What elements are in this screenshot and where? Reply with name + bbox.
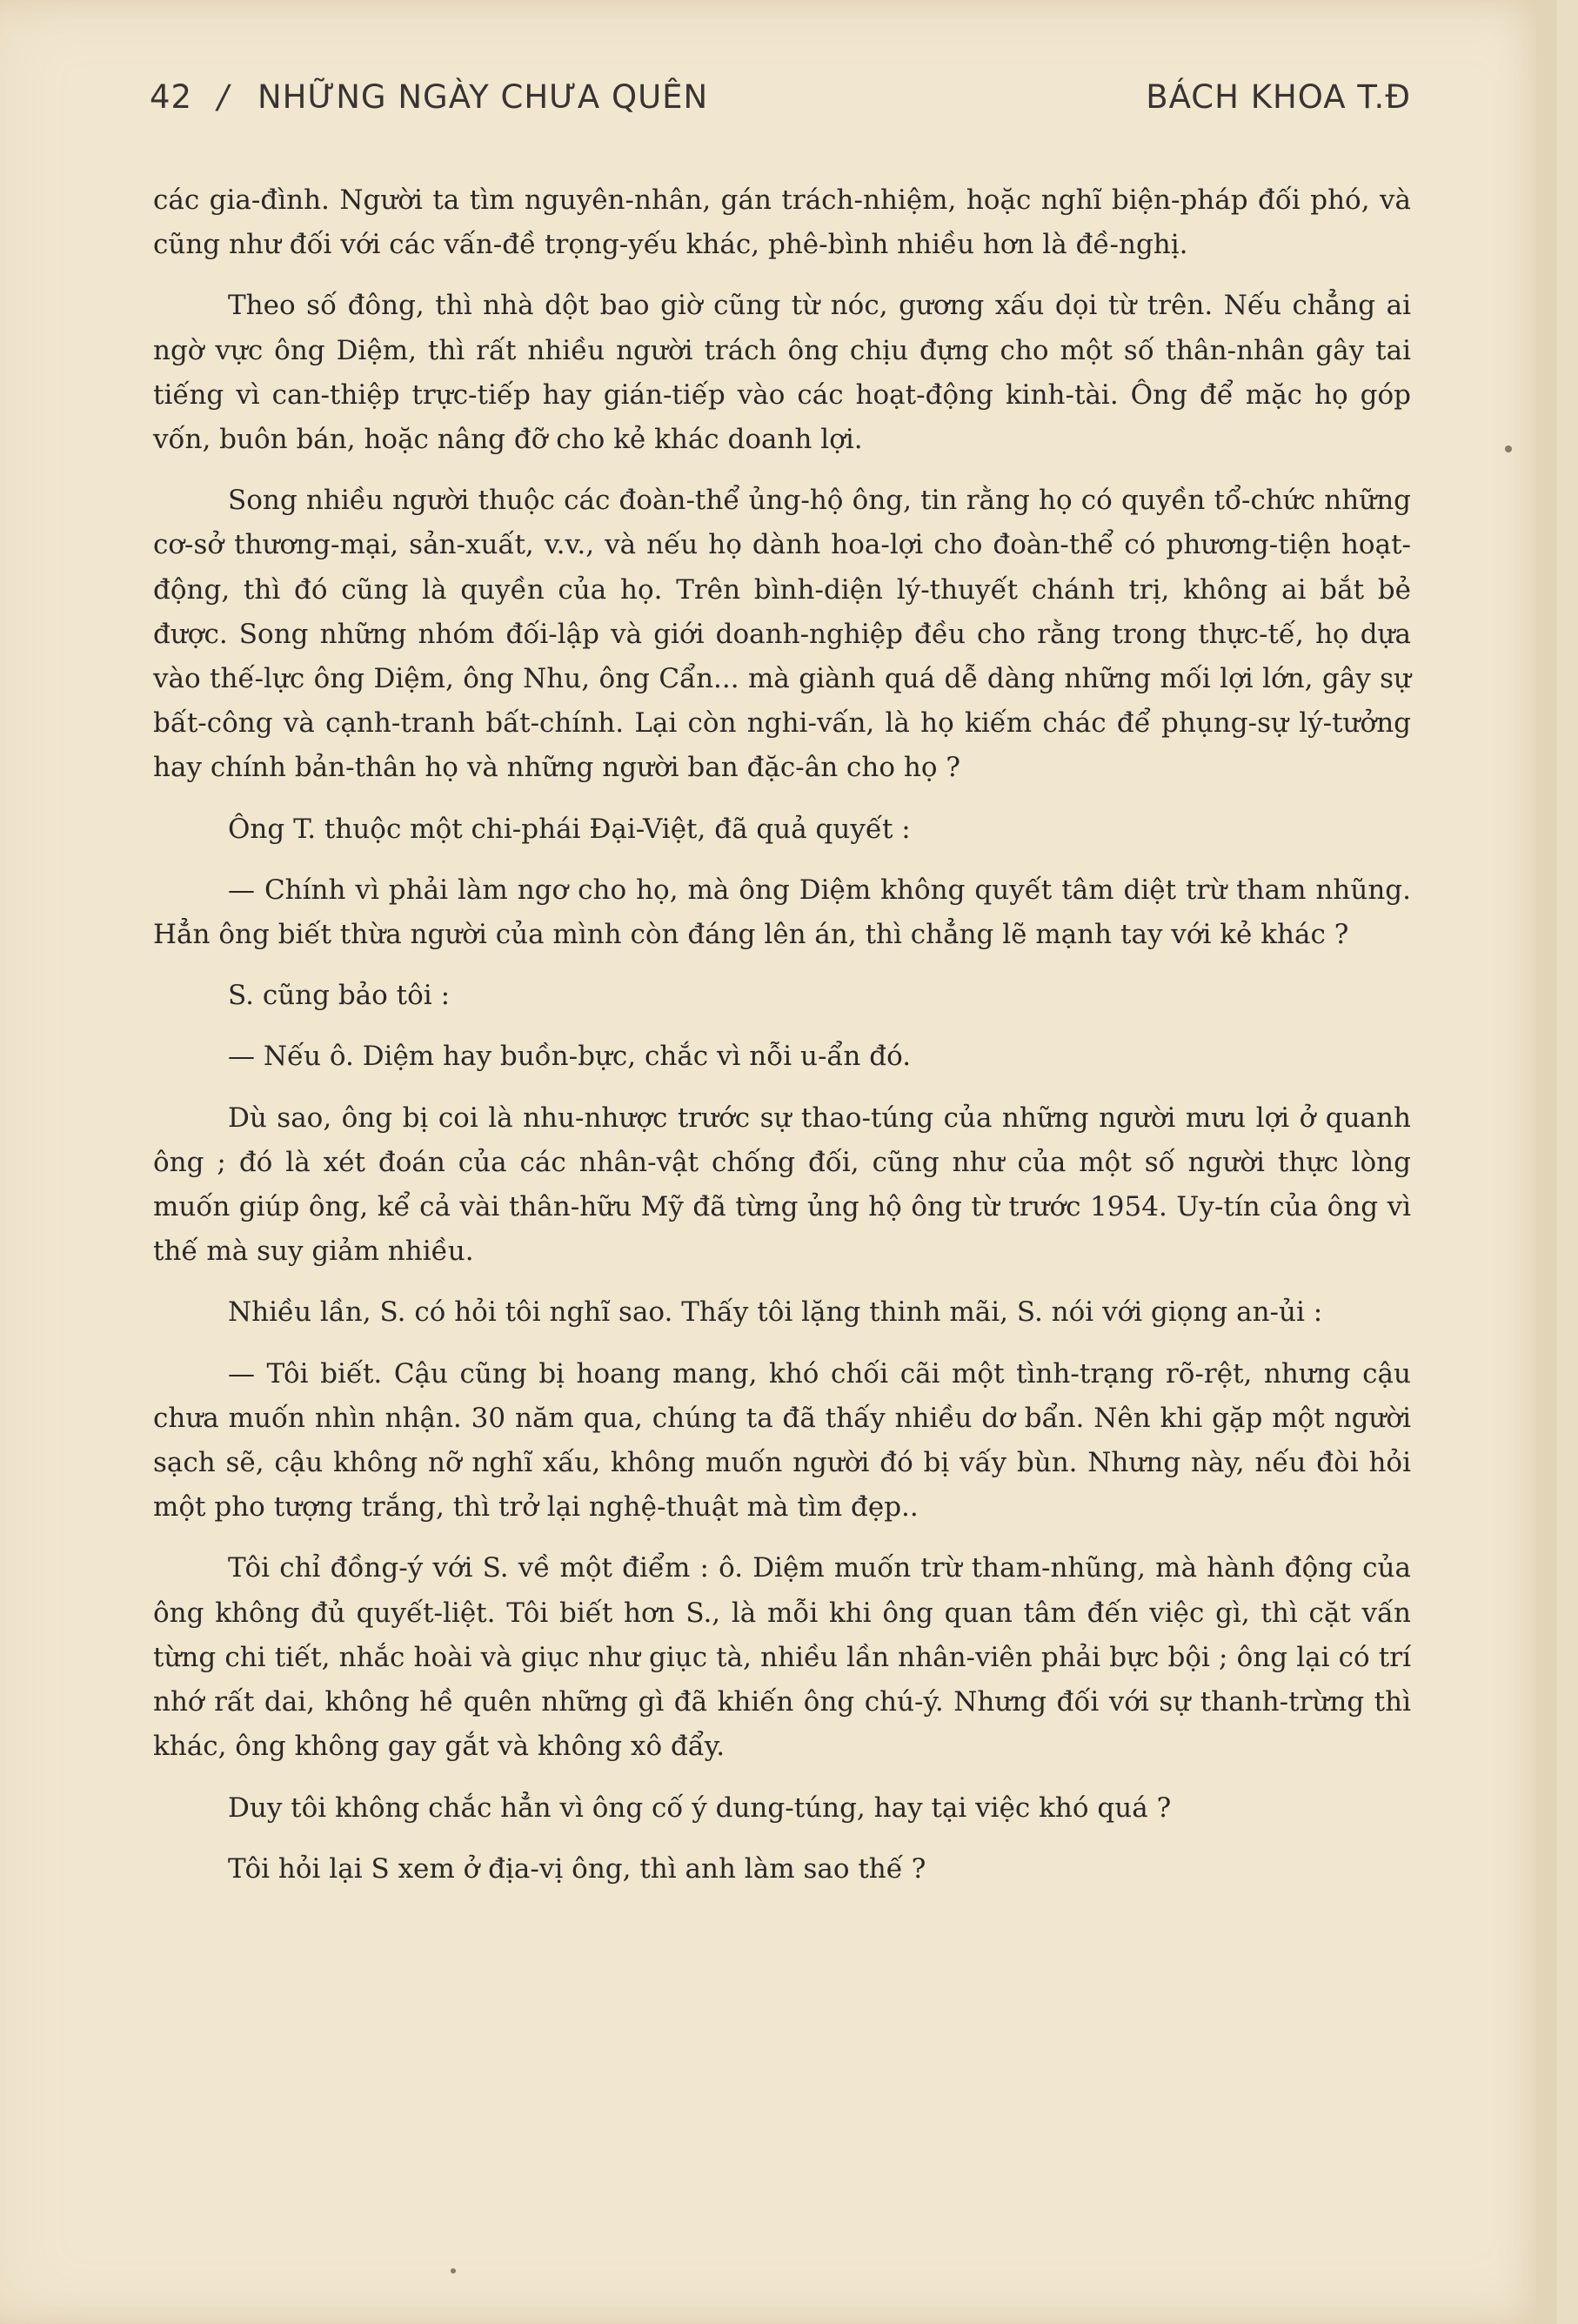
paragraph-2: Theo số đông, thì nhà dột bao giờ cũng từ nóc, gương xấu dọi từ trên. Nếu chẳng ai ngờ vực ông Diệm, thì rất nhiều người trách ông chịu đựng cho một số thân-nhân gây tai tiếng vì can-thiệp trực-tiếp hay gián-tiếp vào các hoạt-động kinh-tài. Ông để mặc họ góp vốn, buôn bán, hoặc nâng đỡ cho kẻ khác doanh lợi. — [153, 290, 1411, 456]
running-title: NHỮNG NGÀY CHƯA QUÊN — [257, 78, 709, 116]
paragraph-10: — Tôi biết. Cậu cũng bị hoang mang, khó chối cãi một tình-trạng rõ-rệt, nhưng cậu chưa muốn nhìn nhận. 30 năm qua, chúng ta đã thấy nhiều dơ bẩn. Nên khi gặp một người sạch sẽ, cậu không nỡ nghĩ xấu, không muốn người đó bị vấy bùn. Nhưng này, nếu đòi hỏi một pho tượng trắng, thì trở lại nghệ-thuật mà tìm đẹp.. — [153, 1357, 1411, 1524]
paragraph-13: Tôi hỏi lại S xem ở địa-vị ông, thì anh làm sao thế ? — [228, 1852, 926, 1885]
ink-speck — [1505, 445, 1512, 452]
page-edge — [1536, 0, 1557, 2324]
paragraph-1: các gia-đình. Người ta tìm nguyên-nhân, gán trách-nhiệm, hoặc nghĩ biện-pháp đối phó, và cũng như đối với các vấn-đề trọng-yếu khác, phê-bình nhiều hơn là đề-nghị. — [153, 184, 1411, 261]
paragraph-6: S. cũng bảo tôi : — [228, 980, 451, 1012]
paragraph-8: Dù sao, ông bị coi là nhu-nhược trước sự thao-túng của những người mưu lợi ở quanh ông ; đó là xét đoán của các nhân-vật chống đối, cũng như của một số người thực lòng muốn giúp ông, kể cả vài thân-hữu Mỹ đã từng ủng hộ ông từ trước 1954. Uy-tín của ông vì thế mà suy giảm nhiều. — [153, 1102, 1411, 1268]
paragraph-5: — Chính vì phải làm ngơ cho họ, mà ông Diệm không quyết tâm diệt trừ tham nhũng. Hẳn ông biết thừa người của mình còn đáng lên án, thì chẳng lẽ mạnh tay với kẻ khác ? — [153, 874, 1411, 951]
paragraph-7: — Nếu ô. Diệm hay buồn-bực, chắc vì nỗi u-ẩn đó. — [228, 1041, 912, 1073]
header-separator: / — [217, 78, 230, 116]
page-header — [150, 78, 1411, 131]
ink-speck — [451, 2268, 456, 2274]
paragraph-11: Tôi chỉ đồng-ý với S. về một điểm : ô. Diệm muốn trừ tham-nhũng, mà hành động của ông không đủ quyết-liệt. Tôi biết hơn S., là mỗi khi ông quan tâm đến việc gì, thì cặt vấn từng chi tiết, nhắc hoài và giục như giục tà, nhiều lần nhân-viên phải bực bội ; ông lại có trí nhớ rất dai, không hề quên những gì đã khiến ông chú-ý. Nhưng đối với sự thanh-trừng thì khác, ông không gay gắt và không xô đẩy. — [153, 1552, 1411, 1763]
page-number: 42 — [150, 78, 193, 116]
paragraph-3: Song nhiều người thuộc các đoàn-thể ủng-hộ ông, tin rằng họ có quyền tổ-chức những cơ-sở thương-mại, sản-xuất, v.v., và nếu họ dành hoa-lợi cho đoàn-thể có phương-tiện hoạt-động, thì đó cũng là quyền của họ. Trên bình-diện lý-thuyết chánh trị, không ai bắt bẻ được. Song những nhóm đối-lập và giới doanh-nghiệp đều cho rằng trong thực-tế, họ dựa vào thế-lực ông Diệm, ông Nhu, ông Cẩn... mà giành quá dễ dàng những mối lợi lớn, gây sự bất-công và cạnh-tranh bất-chính. Lại còn nghi-vấn, là họ kiếm chác để phụng-sự lý-tưởng hay chính bản-thân họ và những người ban đặc-ân cho họ ? — [153, 485, 1411, 784]
article-body — [153, 178, 1411, 1892]
journal-name: BÁCH KHOA T.Đ — [1146, 78, 1411, 116]
paragraph-4: Ông T. thuộc một chi-phái Đại-Việt, đã quả quyết : — [228, 813, 911, 845]
paragraph-9: Nhiều lần, S. có hỏi tôi nghĩ sao. Thấy tôi lặng thinh mãi, S. nói với giọng an-ủi : — [228, 1296, 1323, 1329]
paragraph-12: Duy tôi không chắc hẳn vì ông cố ý dung-túng, hay tại việc khó quá ? — [228, 1792, 1172, 1824]
